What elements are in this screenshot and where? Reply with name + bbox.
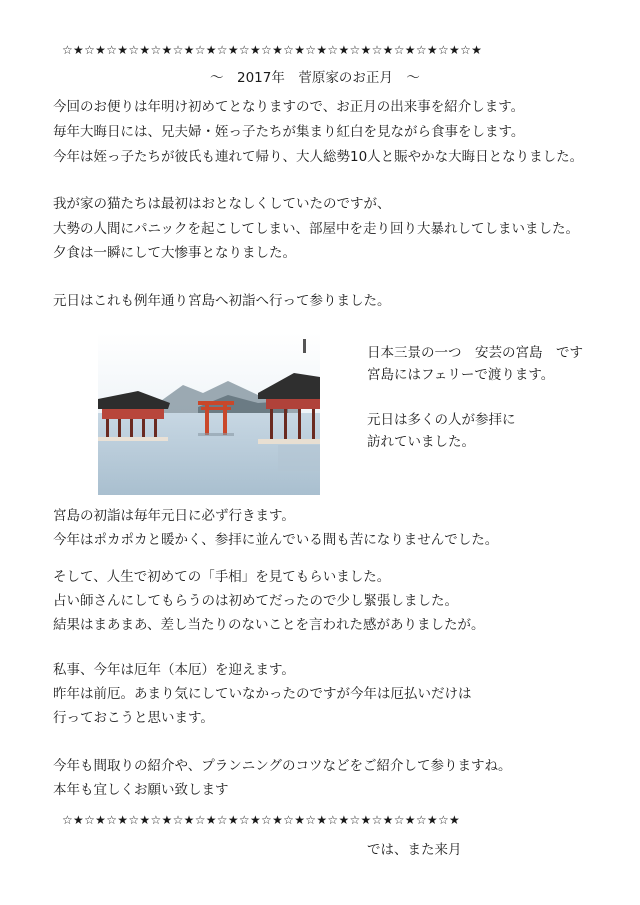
- paragraph-line: 宮島の初詣は毎年元日に必ず行きます。: [53, 508, 295, 524]
- footer-star-border: ☆★☆★☆★☆★☆★☆★☆★☆★☆★☆★☆★☆★☆★☆★☆★☆★☆★☆★: [62, 813, 461, 827]
- header-star-border: ☆★☆★☆★☆★☆★☆★☆★☆★☆★☆★☆★☆★☆★☆★☆★☆★☆★☆★☆★: [62, 43, 483, 57]
- paragraph-line: 夕食は一瞬にして大惨事となりました。: [53, 245, 296, 261]
- paragraph-line: 昨年は前厄。あまり気にしていなかったのですが今年は厄払いだけは: [53, 686, 472, 702]
- paragraph-line: 行っておこうと思います。: [53, 710, 214, 726]
- signoff-text: では、また来月: [367, 842, 462, 858]
- photo-caption-line: 元日は多くの人が参拝に: [367, 412, 516, 428]
- itsukushima-shrine-photo: [98, 333, 320, 495]
- paragraph-line: 毎年大晦日には、兄夫婦・姪っ子たちが集まり紅白を見ながら食事をします。: [53, 124, 525, 140]
- paragraph-line: 今回のお便りは年明け初めてとなりますので、お正月の出来事を紹介します。: [53, 99, 525, 115]
- paragraph-line: 大勢の人間にパニックを起こしてしまい、部屋中を走り回り大暴れしてしまいました。: [53, 221, 579, 237]
- paragraph-line: 今年も間取りの紹介や、プランニングのコツなどをご紹介して参りますね。: [53, 758, 512, 774]
- paragraph-line: 元日はこれも例年通り宮島へ初詣へ行って参りました。: [53, 293, 391, 309]
- paragraph-line: 本年も宜しくお願い致します: [53, 782, 229, 798]
- photo-caption-line: 日本三景の一つ 安芸の宮島 です: [367, 345, 583, 361]
- photo-illustration: [98, 333, 320, 495]
- paragraph-line: そして、人生で初めての「手相」を見てもらいました。: [53, 569, 391, 585]
- paragraph-line: 我が家の猫たちは最初はおとなしくしていたのですが、: [53, 196, 391, 212]
- paragraph-line: 私事、今年は厄年（本厄）を迎えます。: [53, 662, 295, 678]
- photo-caption-line: 宮島にはフェリーで渡ります。: [367, 367, 555, 383]
- paragraph-line: 結果はまあまあ、差し当たりのないことを言われた感がありましたが。: [53, 617, 485, 633]
- paragraph-line: 今年はポカポカと暖かく、参拝に並んでいる間も苦になりませんでした。: [53, 532, 499, 548]
- page-title: ～ 2017年 菅原家のお正月 ～: [210, 70, 420, 86]
- photo-caption-line: 訪れていました。: [367, 434, 475, 450]
- paragraph-line: 今年は姪っ子たちが彼氏も連れて帰り、大人総勢10人と賑やかな大晦日となりました。: [53, 149, 584, 165]
- paragraph-line: 占い師さんにしてもらうのは初めてだったので少し緊張しました。: [53, 593, 458, 609]
